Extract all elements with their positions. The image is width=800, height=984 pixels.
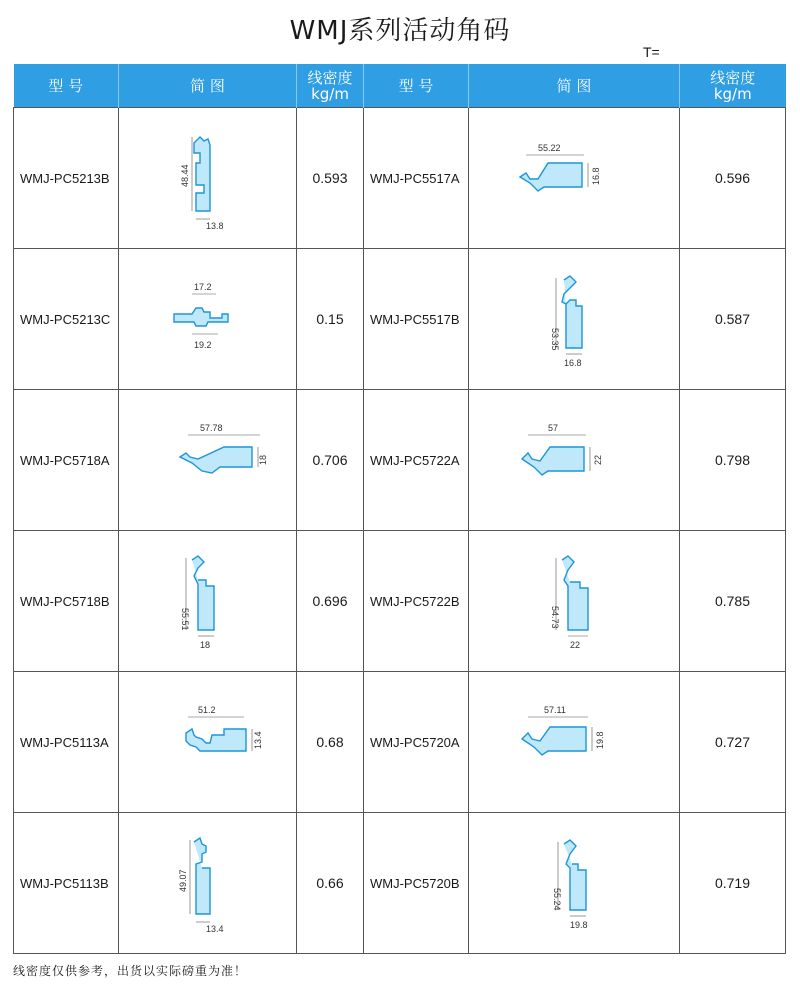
density-cell: 0.587 — [680, 249, 786, 390]
profile-drawing — [504, 405, 644, 515]
profile-table — [13, 64, 786, 954]
header-density-unit: kg/m — [713, 84, 752, 103]
dimension-label: 19.8 — [570, 920, 588, 930]
density-cell: 0.719 — [680, 813, 786, 954]
model-cell: WMJ-PC5722B — [364, 531, 469, 672]
dimension-label: 16.8 — [591, 167, 601, 185]
dimension-label: 18 — [257, 454, 268, 465]
header-sketch: 简 图 — [119, 64, 297, 108]
model-cell: WMJ-PC5213B — [14, 108, 119, 249]
dimension-label: 18 — [199, 640, 210, 650]
dimension-label: 13.4 — [205, 924, 224, 934]
density-cell: 0.798 — [680, 390, 786, 531]
model-cell: WMJ-PC5113B — [14, 813, 119, 954]
density-cell: 0.706 — [297, 390, 364, 531]
header-density — [680, 64, 786, 108]
sketch-cell — [469, 531, 680, 672]
dimension-label: 54.73 — [550, 606, 560, 629]
dimension-label: 51.2 — [197, 705, 216, 715]
profile-drawing — [148, 687, 268, 797]
profile-drawing — [148, 405, 268, 515]
dimension-label: 19.8 — [595, 731, 605, 749]
profile-drawing — [504, 546, 644, 656]
density-cell: 0.696 — [297, 531, 364, 672]
sketch-cell — [119, 531, 297, 672]
sketch-cell — [469, 108, 680, 249]
dimension-label: 19.2 — [193, 340, 212, 350]
sketch-cell — [469, 249, 680, 390]
dimension-label: 55.22 — [538, 143, 561, 153]
dimension-label: 49.07 — [177, 869, 188, 892]
thickness-label: T= — [643, 44, 660, 60]
density-cell: 0.68 — [297, 672, 364, 813]
header-density — [297, 64, 364, 108]
dimension-label: 16.8 — [564, 358, 582, 368]
model-cell: WMJ-PC5517A — [364, 108, 469, 249]
table-row — [14, 108, 786, 249]
profile-drawing — [148, 264, 268, 374]
model-cell: WMJ-PC5718A — [14, 390, 119, 531]
profile-drawing — [504, 687, 644, 797]
density-cell: 0.596 — [680, 108, 786, 249]
dimension-label: 22 — [593, 454, 603, 465]
model-cell: WMJ-PC5213C — [14, 249, 119, 390]
sketch-cell — [119, 813, 297, 954]
sketch-cell — [119, 249, 297, 390]
model-cell: WMJ-PC5517B — [364, 249, 469, 390]
dimension-label: 55.24 — [552, 888, 562, 911]
profile-drawing — [148, 123, 268, 233]
header-sketch: 简 图 — [469, 64, 680, 108]
dimension-label: 17.2 — [193, 282, 212, 292]
header-density-label: 线密度 — [710, 68, 756, 87]
model-cell: WMJ-PC5720A — [364, 672, 469, 813]
dimension-label: 57.11 — [544, 705, 566, 715]
sketch-cell — [469, 813, 680, 954]
model-cell: WMJ-PC5113A — [14, 672, 119, 813]
model-cell: WMJ-PC5720B — [364, 813, 469, 954]
table-row — [14, 672, 786, 813]
table-row — [14, 249, 786, 390]
sketch-cell — [119, 672, 297, 813]
sketch-cell — [469, 390, 680, 531]
profile-drawing — [148, 828, 268, 938]
dimension-label: 55.51 — [179, 608, 190, 631]
model-cell: WMJ-PC5722A — [364, 390, 469, 531]
footer-note: 线密度仅供参考，出货以实际磅重为准！ — [13, 964, 248, 978]
table-row — [14, 390, 786, 531]
table-header-row — [14, 64, 786, 108]
dimension-label: 48.44 — [179, 164, 190, 187]
dimension-label: 53.35 — [550, 328, 560, 351]
table-row — [14, 813, 786, 954]
density-cell: 0.66 — [297, 813, 364, 954]
header-density-label: 线密度 — [307, 68, 353, 87]
header-model: 型 号 — [14, 64, 119, 108]
sketch-cell — [119, 108, 297, 249]
document-title: WMJ系列活动角码 — [289, 16, 511, 46]
dimension-label: 13.4 — [252, 731, 263, 749]
density-cell: 0.593 — [297, 108, 364, 249]
profile-drawing — [504, 264, 644, 374]
density-cell: 0.15 — [297, 249, 364, 390]
dimension-label: 22 — [570, 640, 581, 650]
dimension-label: 57.78 — [199, 423, 223, 433]
profile-drawing — [504, 123, 644, 233]
dimension-label: 13.8 — [205, 221, 224, 231]
density-cell: 0.785 — [680, 531, 786, 672]
sketch-cell — [119, 390, 297, 531]
profile-drawing — [148, 546, 268, 656]
header-density-unit: kg/m — [311, 84, 349, 103]
table-row — [14, 531, 786, 672]
profile-drawing — [504, 828, 644, 938]
dimension-label: 57 — [548, 423, 559, 433]
model-cell: WMJ-PC5718B — [14, 531, 119, 672]
header-model: 型 号 — [364, 64, 469, 108]
density-cell: 0.727 — [680, 672, 786, 813]
sketch-cell — [469, 672, 680, 813]
